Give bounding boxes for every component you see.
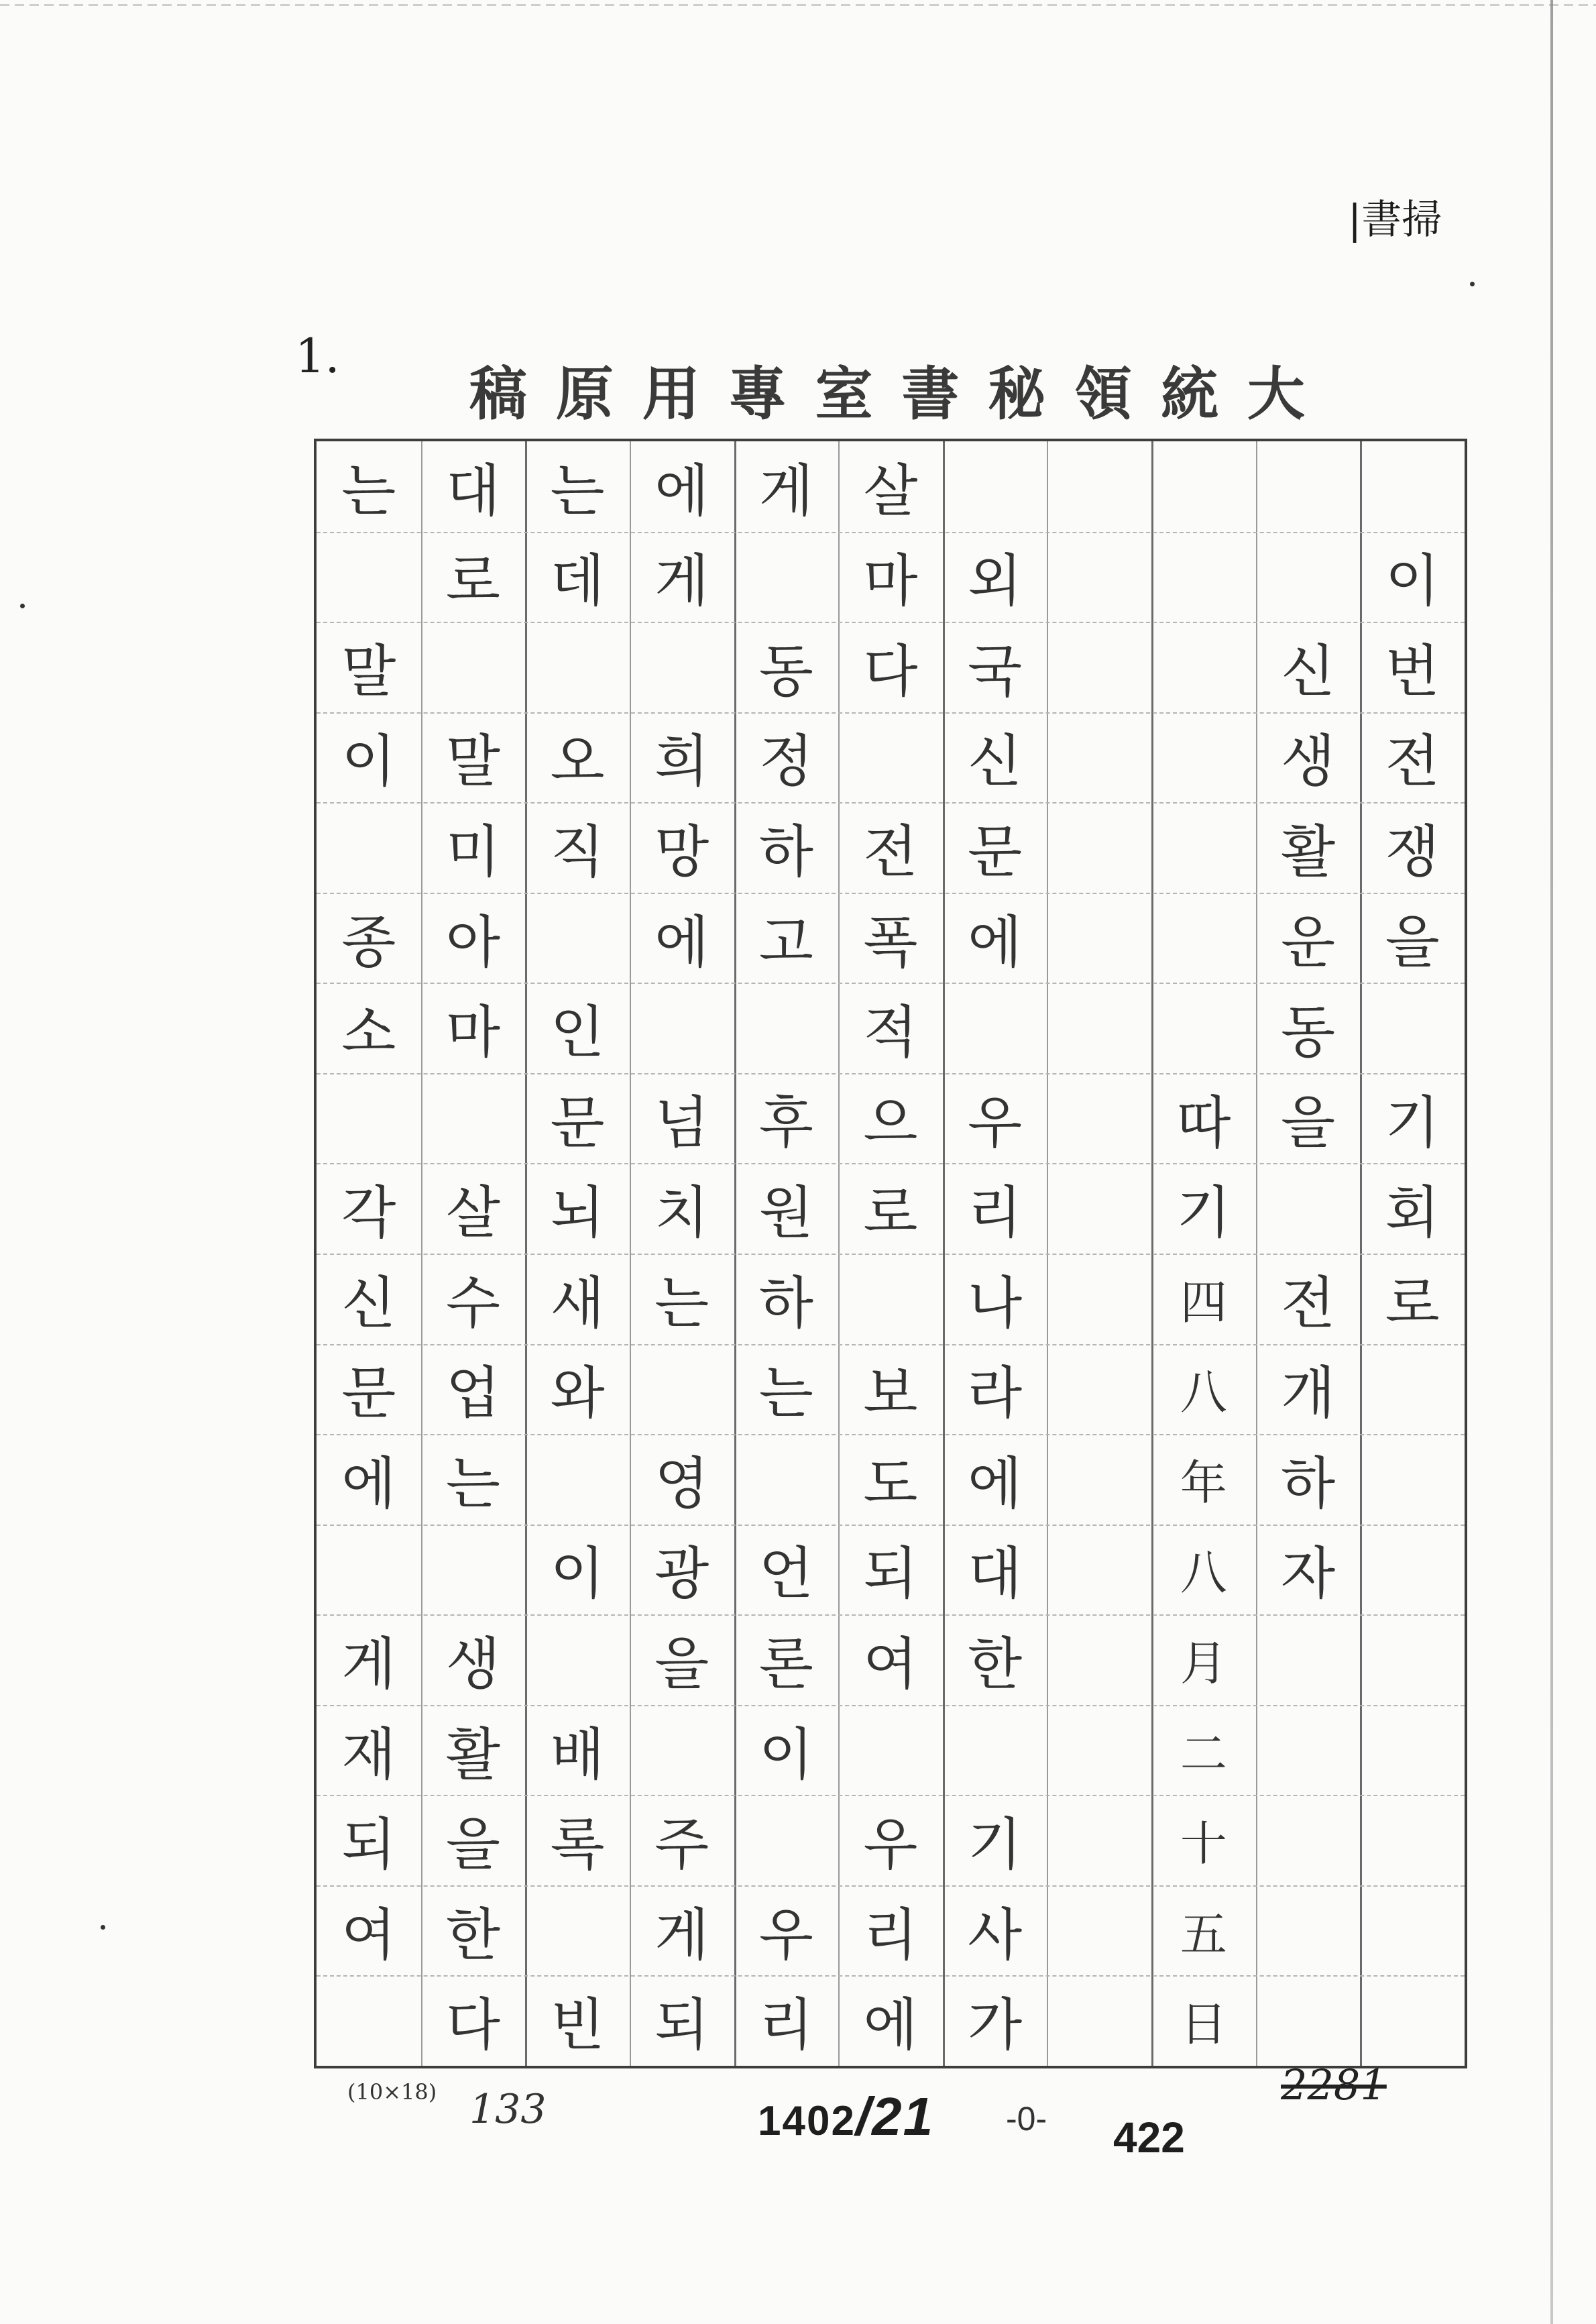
header-title-char: 原 [555,360,616,428]
manuscript-char: 문 [968,819,1023,885]
manuscript-char: 四 [1180,1274,1227,1330]
manuscript-char: 직 [550,819,605,885]
grid-row-line [317,1885,1465,1887]
manuscript-char: 에 [968,1450,1023,1516]
manuscript-char: 을 [445,1812,501,1878]
manuscript-char: 年 [1180,1455,1227,1510]
manuscript-char: 종 [341,909,396,975]
manuscript-char: 에 [341,1450,396,1516]
header-title-char: 用 [642,360,703,428]
page-number: 1. [295,329,340,384]
manuscript-char: 다 [863,638,918,704]
manuscript-char: 언 [758,1541,813,1607]
manuscript-char: 八 [1180,1365,1227,1421]
manuscript-char: 전 [1385,728,1440,795]
manuscript-char: 는 [758,1360,813,1427]
manuscript-char: 업 [445,1360,501,1427]
manuscript-char: 로 [445,548,501,614]
manuscript-char: 二 [1180,1726,1227,1781]
manuscript-char: 에 [863,1992,918,2058]
manuscript-char: 는 [341,457,396,524]
header-title [469,347,1308,431]
grid-row-line [317,1163,1465,1164]
manuscript-char: 대 [968,1541,1023,1607]
manuscript-char: 을 [1280,1089,1336,1156]
manuscript-char: 보 [863,1360,918,1427]
grid-row-line [317,1614,1465,1616]
manuscript-char: 되 [654,1992,709,2058]
manuscript-char: 리 [758,1992,813,2058]
manuscript-grid [314,439,1467,2068]
header-title-char: 大 [1247,360,1308,428]
manuscript-char: 론 [758,1631,813,1697]
manuscript-char: 이 [758,1721,813,1787]
manuscript-char: 을 [654,1631,709,1697]
manuscript-char: 대 [445,457,501,524]
manuscript-char: 에 [654,457,709,524]
grid-row-line [317,893,1465,894]
manuscript-char: 게 [758,457,813,524]
manuscript-char: 살 [445,1180,501,1246]
manuscript-char: 넘 [654,1089,709,1156]
manuscript-char: 十 [1180,1816,1227,1872]
manuscript-char: 이 [550,1541,605,1607]
manuscript-char: 되 [863,1541,918,1607]
archive-stamp-number: 1402 [758,2098,856,2144]
manuscript-char: 하 [1280,1450,1336,1516]
manuscript-char: 활 [445,1721,501,1787]
manuscript-char: 뇌 [550,1180,605,1246]
manuscript-char: 정 [758,728,813,795]
manuscript-char: 오 [550,728,605,795]
manuscript-char: 로 [863,1180,918,1246]
manuscript-char: 마 [863,548,918,614]
manuscript-char: 수 [445,1270,501,1336]
grid-row-line [317,622,1465,623]
manuscript-char: 폭 [863,909,918,975]
manuscript-char: 되 [341,1812,396,1878]
manuscript-char: 으 [863,1089,918,1156]
manuscript-char: 우 [863,1812,918,1878]
manuscript-char: 빈 [550,1992,605,2058]
manuscript-char: 기 [1176,1180,1231,1246]
archive-stamp [758,2086,934,2148]
manuscript-char: 문 [550,1089,605,1156]
header-title-char: 專 [728,360,789,428]
manuscript-char: 새 [550,1270,605,1336]
scan-speck [101,1925,105,1930]
manuscript-char: 한 [445,1901,501,1968]
manuscript-char: 전 [1280,1270,1336,1336]
grid-row-line [317,1254,1465,1255]
manuscript-char: 이 [1385,548,1440,614]
manuscript-char: 여 [863,1631,918,1697]
manuscript-char: 을 [1385,909,1440,975]
archive-code: -0- [1006,2100,1047,2138]
manuscript-char: 다 [445,1992,501,2058]
manuscript-char: 리 [863,1901,918,1968]
manuscript-char: 생 [1280,728,1336,795]
manuscript-char: 신 [968,728,1023,795]
manuscript-char: 하 [758,1270,813,1336]
manuscript-char: 리 [968,1180,1023,1246]
manuscript-char: 번 [1385,638,1440,704]
manuscript-char: 영 [654,1450,709,1516]
manuscript-char: 회 [1385,1180,1440,1246]
grid-row-line [317,712,1465,714]
manuscript-char: 말 [341,638,396,704]
header-title-char: 領 [1074,360,1135,428]
manuscript-char: 이 [341,728,396,795]
manuscript-char: 八 [1180,1545,1227,1601]
manuscript-char: 日 [1180,1997,1227,2052]
manuscript-char: 아 [445,909,501,975]
manuscript-char: 여 [341,1901,396,1968]
manuscript-char: 재 [341,1721,396,1787]
header-title-char: 秘 [988,360,1049,428]
manuscript-char: 운 [1280,909,1336,975]
manuscript-char: 문 [341,1360,396,1427]
grid-row-line [317,532,1465,533]
manuscript-char: 희 [654,728,709,795]
document-id: 2281 [1281,2060,1387,2109]
manuscript-char: 는 [445,1450,501,1516]
paper-format-label: (10×18) [347,2079,437,2105]
archive-stamp-suffix: /21 [855,2087,935,2146]
manuscript-char: 로 [1385,1270,1440,1336]
manuscript-char: 말 [445,728,501,795]
top-annotation: |書掃 [1348,197,1442,243]
manuscript-char: 국 [968,638,1023,704]
manuscript-char: 쟁 [1385,819,1440,885]
manuscript-char: 망 [654,819,709,885]
manuscript-char: 배 [550,1721,605,1787]
manuscript-char: 우 [968,1089,1023,1156]
grid-row-line [317,802,1465,804]
manuscript-char: 기 [1385,1089,1440,1156]
manuscript-char: 한 [968,1631,1023,1697]
manuscript-char: 동 [758,638,813,704]
manuscript-char: 전 [863,819,918,885]
manuscript-char: 가 [968,1992,1023,2058]
header-title-char: 書 [901,360,962,428]
manuscript-char: 나 [968,1270,1023,1336]
manuscript-char: 우 [758,1901,813,1968]
manuscript-char: 신 [1280,638,1336,704]
scan-edge-right [1550,0,1553,2324]
archive-page-number: 422 [1113,2113,1185,2162]
manuscript-char: 자 [1280,1541,1336,1607]
grid-row-line [317,1525,1465,1526]
manuscript-char: 적 [863,999,918,1066]
manuscript-char: 신 [341,1270,396,1336]
manuscript-char: 月 [1180,1636,1227,1691]
header-title-char: 統 [1161,360,1221,428]
manuscript-char: 하 [758,819,813,885]
manuscript-char: 소 [341,999,396,1066]
manuscript-char: 미 [445,819,501,885]
manuscript-char: 생 [445,1631,501,1697]
manuscript-char: 각 [341,1180,396,1246]
scan-speck [20,604,25,608]
manuscript-char: 활 [1280,819,1336,885]
grid-row-line [317,1073,1465,1074]
manuscript-char: 개 [1280,1360,1336,1427]
scan-edge-top [0,4,1596,6]
manuscript-char: 는 [550,457,605,524]
grid-row-line [317,1975,1465,1977]
manuscript-char: 에 [654,909,709,975]
manuscript-char: 고 [758,909,813,975]
manuscript-char: 五 [1180,1906,1227,1962]
manuscript-char: 록 [550,1812,605,1878]
scan-speck [1470,282,1475,286]
grid-row-line [317,1795,1465,1796]
manuscript-char: 동 [1280,999,1336,1066]
manuscript-char: 마 [445,999,501,1066]
manuscript-char: 외 [968,548,1023,614]
manuscript-char: 에 [968,909,1023,975]
manuscript-char: 주 [654,1812,709,1878]
manuscript-char: 데 [550,548,605,614]
handwritten-number: 133 [469,2086,547,2133]
manuscript-char: 사 [968,1901,1023,1968]
manuscript-char: 원 [758,1180,813,1246]
manuscript-char: 는 [654,1270,709,1336]
header-title-char: 室 [815,360,876,428]
grid-row-line [317,1705,1465,1706]
manuscript-char: 도 [863,1450,918,1516]
grid-row-line [317,1344,1465,1345]
grid-row-line [317,1434,1465,1435]
manuscript-char: 와 [550,1360,605,1427]
manuscript-char: 게 [341,1631,396,1697]
manuscript-char: 살 [863,457,918,524]
manuscript-char: 기 [968,1812,1023,1878]
manuscript-char: 게 [654,548,709,614]
manuscript-char: 광 [654,1541,709,1607]
manuscript-char: 라 [968,1360,1023,1427]
manuscript-char: 치 [654,1180,709,1246]
manuscript-char: 후 [758,1089,813,1156]
manuscript-char: 인 [550,999,605,1066]
manuscript-char: 따 [1176,1089,1231,1156]
manuscript-char: 게 [654,1901,709,1968]
grid-row-line [317,983,1465,984]
header-title-char: 稿 [469,360,530,428]
